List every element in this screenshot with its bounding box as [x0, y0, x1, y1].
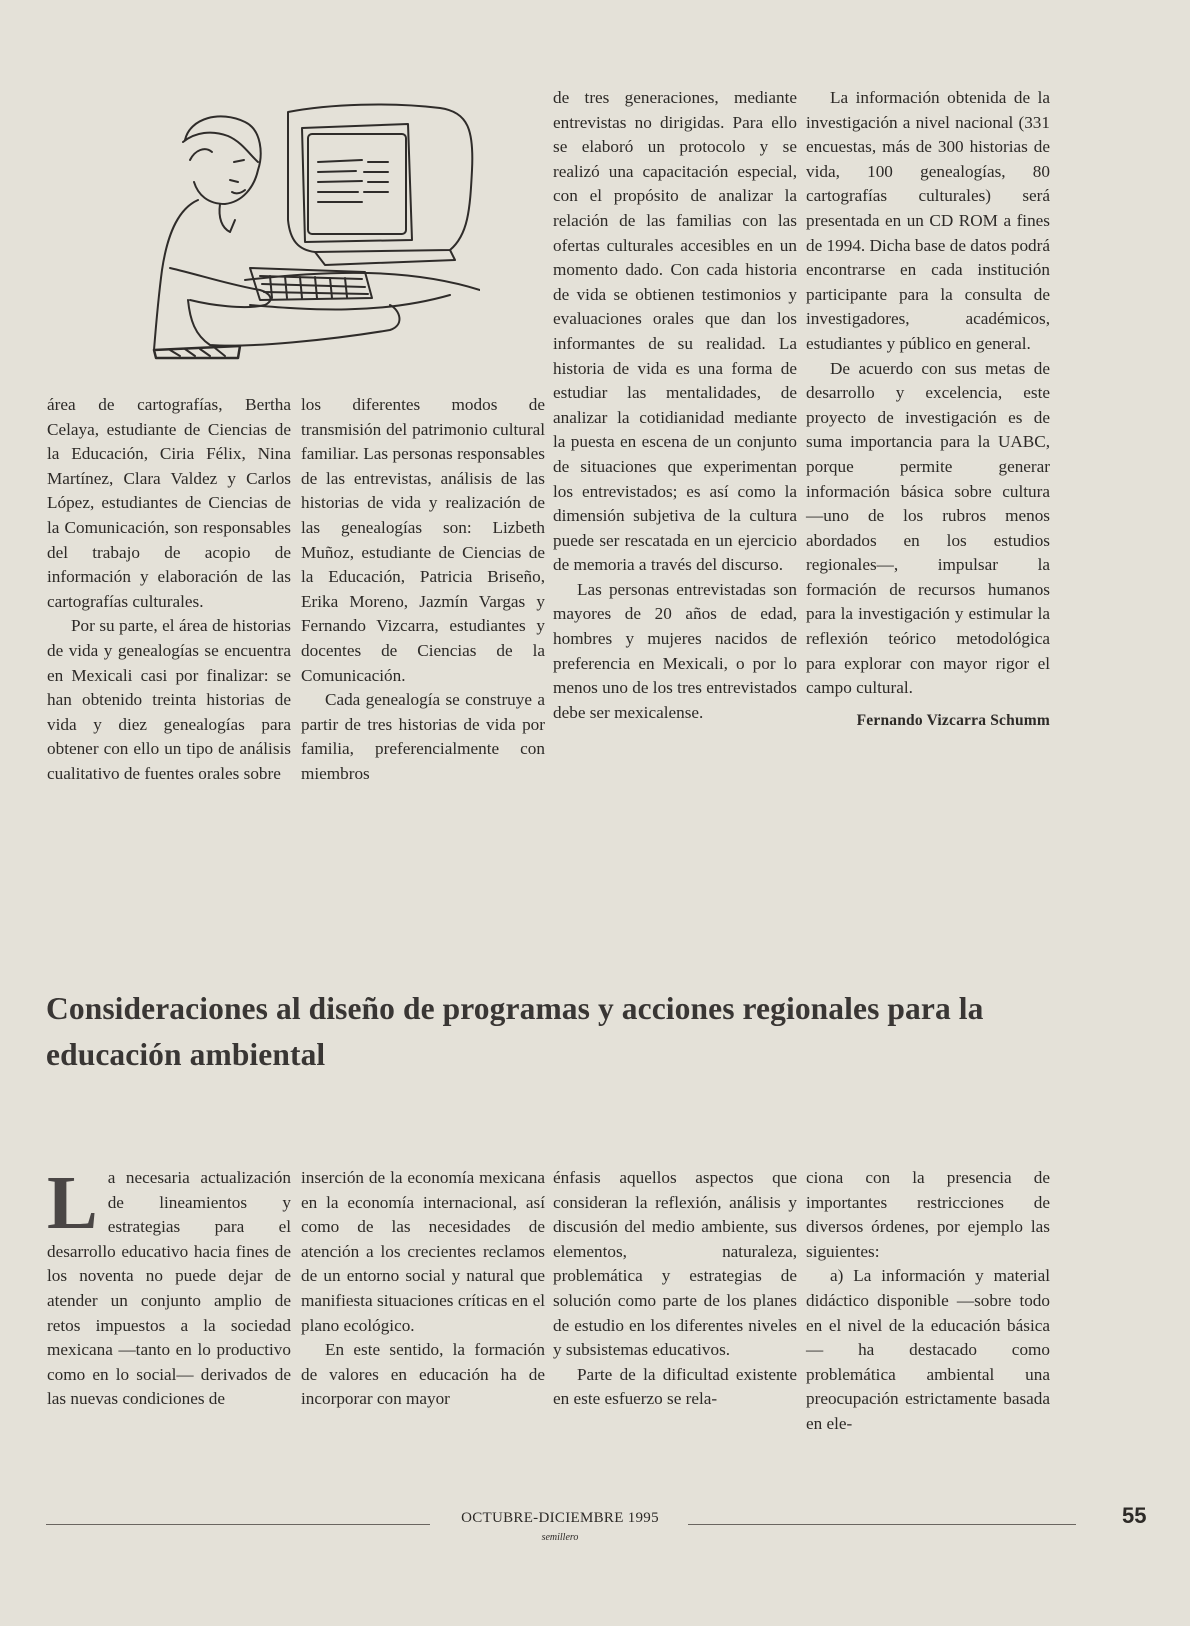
paragraph: a necesaria actualización de lineamientos y estrategias para el desarrollo educativo hacia fines de los noventa no puede dejar de atender un conjunto amplio de retos impuestos a la sociedad mexicana —tanto en lo productivo como en lo social— derivados de las nuevas condiciones de — [47, 1168, 291, 1409]
top-col-2 — [301, 393, 545, 787]
paragraph: Cada genealogía se construye a partir de tres historias de vida por familia, preferencialmente con miembros — [301, 690, 545, 783]
footer-publication: semillero — [541, 1532, 579, 1543]
footer-issue: OCTUBRE-DICIEMBRE 1995 — [461, 1510, 659, 1526]
paragraph: Parte de la dificultad existente en este esfuerzo se rela- — [553, 1364, 797, 1409]
drop-cap: L — [47, 1161, 98, 1245]
article-col-3 — [553, 1166, 797, 1412]
paragraph: los diferentes modos de transmisión del patrimonio cultural familiar. Las personas responsables de las entrevistas, análisis de las historias de vida y realización de las genealogías son: Lizbeth Muñoz, estudiante de Ciencias de la Educación, Patricia Briseño, Erika Moreno, Jazmín Vargas y Fernando Vizcarra, estudiantes y docentes de Ciencias de la Comunicación. — [301, 395, 545, 685]
footer-rule-left — [46, 1524, 430, 1525]
article-col-4 — [806, 1166, 1050, 1437]
paragraph: a) La información y material didáctico disponible —sobre todo en el nivel de la educación básica— ha destacado como problemática ambiental una preocupación estrictamente basada en ele- — [806, 1266, 1050, 1433]
paragraph: De acuerdo con sus metas de desarrollo y excelencia, este proyecto de investigación es de suma importancia para la UABC, porque permite generar información básica sobre cultura —uno de los rubros menos abordados en los estudios regionales—, impulsar la formación de recursos humanos para la investigación y estimular la reflexión teórico metodológica para explorar con mayor rigor el campo cultural. — [806, 358, 1050, 698]
footer-rule-right — [688, 1524, 1076, 1525]
paragraph: La información obtenida de la investigación a nivel nacional (331 encuestas, más de 300 historias de vida, 100 genealogías, 80 cartografías culturales) será presentada en un CD ROM a fines de 1994. Dicha base de datos podrá encontrarse en cada institución participante para la consulta de investigadores, académicos, estudiantes y público en general. — [806, 88, 1050, 353]
paragraph: En este sentido, la formación de valores en educación ha de incorporar con mayor — [301, 1340, 545, 1409]
paragraph: Las personas entrevistadas son mayores de 20 años de edad, hombres y mujeres nacidos de preferencia en Mexicali, o por lo menos uno de los tres entrevistados debe ser mexicalense. — [553, 579, 797, 722]
top-col-4 — [806, 86, 1050, 733]
top-col-1 — [47, 393, 291, 787]
paragraph: inserción de la economía mexicana en la economía internacional, así como de las necesidades de atención a los crecientes reclamos de un entorno social y natural que manifiesta situaciones críticas en el plano ecológico. — [301, 1168, 545, 1335]
paragraph: ciona con la presencia de importantes restricciones de diversos órdenes, por ejemplo las siguientes: — [806, 1168, 1050, 1261]
top-col-3 — [553, 86, 797, 725]
article-col-2 — [301, 1166, 545, 1412]
article-col-1 — [47, 1161, 291, 1412]
article-title: Consideraciones al diseño de programas y acciones regionales para la educación ambiental — [46, 991, 984, 1072]
paragraph: Por su parte, el área de historias de vida y genealogías se encuentra en Mexicali casi por finalizar: se han obtenido treinta historias de vida y diez genealogías para obtener con ello un tipo de análisis cualitativo de fuentes orales sobre — [47, 616, 291, 783]
paragraph: de tres generaciones, mediante entrevistas no dirigidas. Para ello se elaboró un protocolo y se realizó una capacitación especial, con el propósito de analizar la relación de las familias con las ofertas culturales accesibles en un momento dado. Con cada historia de vida se obtienen testimonios y evaluaciones orales que dan los informantes de su realidad. La historia de vida es una forma de estudiar las mentalidades, de analizar la cotidianidad mediante la puesta en escena de un conjunto de situaciones que experimentan los entrevistados; es así como la dimensión subjetiva de la cultura puede ser rescatada en un ejercicio de memoria a través del discurso. — [553, 88, 797, 575]
page-number: 55 — [1122, 1503, 1147, 1528]
paragraph: énfasis aquellos aspectos que consideran la reflexión, análisis y discusión del medio ambiente, sus elementos, naturaleza, problemática y estrategias de solución como parte de los planes de estudio en los diferentes niveles y subsistemas educativos. — [553, 1168, 797, 1360]
child-computer-illustration — [150, 100, 480, 375]
paragraph: área de cartografías, Bertha Celaya, estudiante de Ciencias de la Educación, Ciria Félix, Nina Martínez, Clara Valdez y Carlos López, estudiantes de Ciencias de la Comunicación, son responsables del trabajo de acopio de información y elaboración de las cartografías culturales. — [47, 395, 291, 611]
author-signature: Fernando Vizcarra Schumm — [856, 711, 1050, 729]
